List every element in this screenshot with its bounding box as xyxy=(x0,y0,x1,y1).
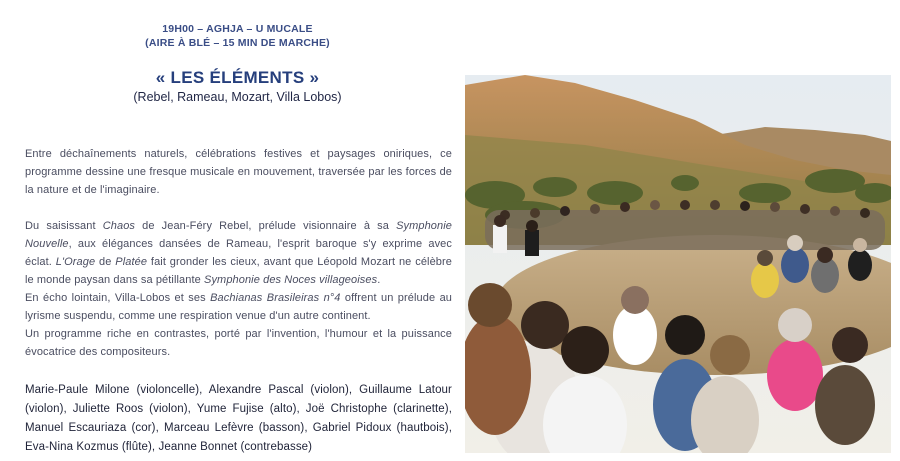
program-composers: (Rebel, Rameau, Mozart, Villa Lobos) xyxy=(133,90,342,104)
description-paragraph-3: En écho lointain, Villa-Lobos et ses Bachianas Brasileiras n°4 offrent un prélude au lyrisme suspendu, comme une respiration venue d'un autre continent. xyxy=(25,292,452,322)
event-time-location: 19H00 – AGHJA – U MUCALE xyxy=(162,23,313,35)
concert-photo-illustration xyxy=(465,75,891,453)
program-title: « LES ÉLÉMENTS » xyxy=(155,68,320,87)
description-paragraph-2: Du saisissant Chaos de Jean-Féry Rebel, prélude visionnaire à sa Symphonie Nouvelle, aux élégances dansées de Rameau, l'esprit baroque s'y exprime avec éclat. L'Orage de Platée fait gronder les cieux, avant que Léopold Mozart ne célèbre le monde paysan dans sa pétillante Symphonie des Noces villageoises. xyxy=(25,220,452,286)
musicians-credits: Marie-Paule Milone (violoncelle), Alexandre Pascal (violon), Guillaume Latour (violon), Juliette Roos (violon), Yume Fujise (alto), Joë Christophe (clarinette), Manuel Escauriaza (cor), Marceau Lefèvre (basson), Gabriel Pidoux (hautbois), Eva-Nina Kozmus (flûte), Jeanne Bonnet (contrebasse) xyxy=(25,384,452,453)
event-venue-note: (AIRE À BLÉ – 15 MIN DE MARCHE) xyxy=(145,37,330,49)
program-description xyxy=(25,145,452,361)
event-header xyxy=(25,22,450,50)
concert-photo xyxy=(465,75,891,453)
description-paragraph-1: Entre déchaînements naturels, célébrations festives et paysages oniriques, ce programme dessine une fresque musicale en mouvement, traversée par les forces de la nature et de l'imaginaire. xyxy=(25,148,452,196)
description-paragraph-4: Un programme riche en contrastes, porté par l'invention, l'humour et la puissance évocatrice des compositeurs. xyxy=(25,328,452,358)
